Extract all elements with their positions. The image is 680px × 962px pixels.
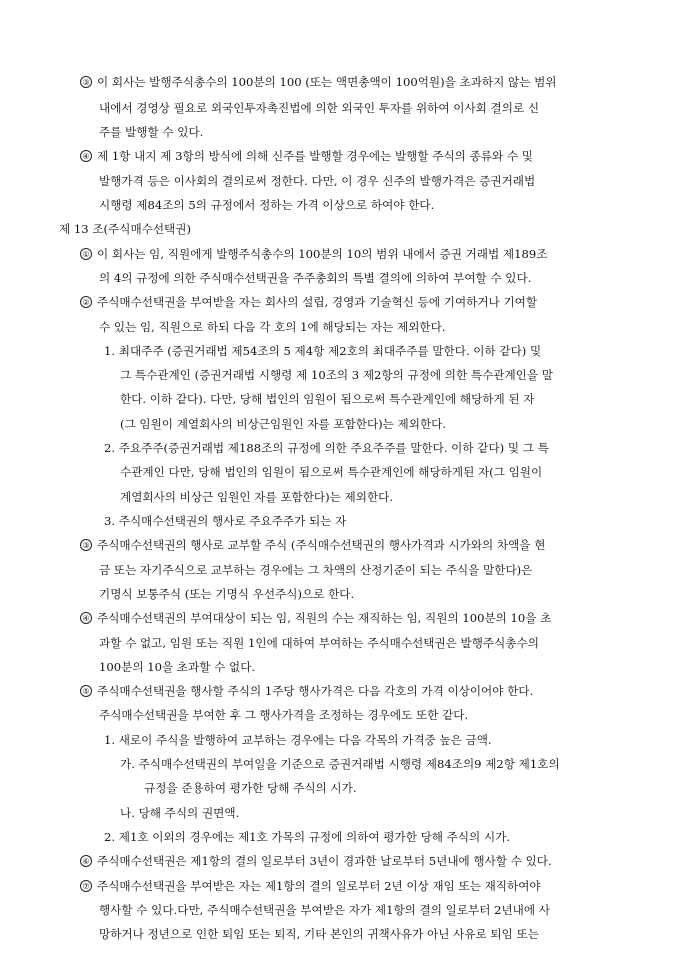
- circled-number: ②: [80, 296, 92, 308]
- text-line: ③ 이 회사는 발행주식총수의 100분의 100 (또는 액면총액이 100억원)을 초과하지 않는 범위: [80, 74, 556, 90]
- text-line: 주를 발행할 수 있다.: [99, 125, 204, 139]
- text-line: ⑥ 주식매수선택권은 제1항의 결의 일로부터 3년이 경과한 날로부터 5년내에 행사할 수 있다.: [80, 853, 552, 869]
- text-line: (그 임원이 계열회사의 비상근임원인 자를 포함한다)는 제외한다.: [120, 417, 447, 431]
- circled-number: ③: [80, 76, 92, 88]
- text-line: ① 이 회사는 임, 직원에게 발행주식총수의 100분의 10의 범위 내에서 증권 거래법 제189조: [80, 246, 547, 262]
- text-line: 기명식 보통주식 (또는 기명식 우선주식)으로 한다.: [99, 587, 355, 601]
- text-line: 행사할 수 있다.다만, 주식매수선택권을 부여받은 자가 제1항의 결의 일로부터 2년내에 사: [99, 903, 550, 917]
- text-line: 내에서 경영상 필요로 외국인투자촉진법에 의한 외국인 투자를 위하여 이사회 결의로 신: [99, 101, 540, 115]
- text-line: 3. 주식매수선택권의 행사로 주요주주가 되는 자: [104, 514, 347, 528]
- text-line: 시행령 제84조의 5의 규정에서 정하는 가격 이상으로 하여야 한다.: [99, 198, 435, 212]
- text-line: ② 주식매수선택권을 부여받을 자는 회사의 설립, 경영과 기술혁신 등에 기여하거나 기여할: [80, 294, 537, 310]
- text-line: ⑦ 주식매수선택권을 부여받은 자는 제1항의 결의 일로부터 2년 이상 재임 또는 재직하여야: [80, 878, 541, 894]
- text-line: 망하거나 정년으로 인한 퇴임 또는 퇴직, 기타 본인의 귀책사유가 아닌 사유로 퇴임 또는: [99, 927, 539, 941]
- text-line: 2. 주요주주(증권거래법 제188조의 규정에 의한 주요주주를 말한다. 이하 같다) 및 그 특: [104, 441, 549, 455]
- text-line: 의 4의 규정에 의한 주식매수선택권을 주주총회의 특별 결의에 의하여 부여할 수 있다.: [99, 271, 532, 285]
- text-line: 수관계인 다만, 당해 법인의 임원이 됨으로써 특수관계인에 해당하게된 자(그 임원이: [120, 465, 543, 479]
- text-line: 1. 최대주주 (증권거래법 제54조의 5 제4항 제2호의 최대주주를 말한다. 이하 같다) 및: [104, 344, 542, 358]
- circled-number: ③: [80, 539, 92, 551]
- text-line: 규정을 준용하여 평가한 당해 주식의 시가.: [144, 781, 357, 795]
- circled-number: ⑤: [80, 685, 92, 697]
- circled-number: ④: [80, 612, 92, 624]
- text-line: ④ 제 1항 내지 제 3항의 방식에 의해 신주를 발행할 경우에는 발행할 주식의 종류와 수 및: [80, 148, 533, 164]
- text-line: 100분의 10을 초과할 수 없다.: [99, 660, 256, 674]
- circled-number: ⑥: [80, 855, 92, 867]
- text-line: 가. 주식매수선택권의 부여일을 기준으로 증권거래법 시행령 제84조의9 제2항 제1호의: [120, 757, 560, 771]
- text-line: 1. 새로이 주식을 발행하여 교부하는 경우에는 다음 각목의 가격중 높은 금액.: [104, 733, 492, 747]
- text-line: 발행가격 등은 이사회의 결의로써 정한다. 다만, 이 경우 신주의 발행가격은 증권거래법: [99, 174, 536, 188]
- text-line: 2. 제1호 이외의 경우에는 제1호 가목의 규정에 의하여 평가한 당해 주식의 시가.: [104, 830, 511, 844]
- text-line: ⑤ 주식매수선택권을 행사할 주식의 1주당 행사가격은 다음 각호의 가격 이상이어야 한다.: [80, 683, 533, 699]
- circled-number: ⑦: [80, 880, 92, 892]
- text-line: 금 또는 자기주식으로 교부하는 경우에는 그 차액의 산정기준이 되는 주식을 말한다)은: [99, 563, 533, 577]
- text-line: ④ 주식매수선택권의 부여대상이 되는 임, 직원의 수는 재직하는 임, 직원의 100분의 10을 초: [80, 610, 551, 626]
- text-line: 한다. 이하 같다). 다만, 당해 법인의 임원이 됨으로써 특수관계인에 해당하게 된 자: [120, 392, 535, 406]
- text-line: 그 특수관계인 (증권거래법 시행령 제 10조의 3 제2항의 규정에 의한 특수관계인을 말: [120, 368, 553, 382]
- text-line: 주식매수선택권을 부여한 후 그 행사가격을 조정하는 경우에도 또한 같다.: [99, 708, 469, 722]
- text-line: 계열회사의 비상근 임원인 자를 포함한다)는 제외한다.: [120, 490, 394, 504]
- circled-number: ①: [80, 248, 92, 260]
- text-line: 나. 당해 주식의 권면액.: [120, 806, 240, 820]
- text-line: ③ 주식매수선택권의 행사로 교부할 주식 (주식매수선택권의 행사가격과 시가와의 차액을 현: [80, 537, 545, 553]
- text-line: 과할 수 없고, 임원 또는 직원 1인에 대하여 부여하는 주식매수선택권은 발행주식총수의: [99, 636, 539, 650]
- text-line: 수 있는 임, 직원으로 하되 다음 각 호의 1에 해당되는 자는 제외한다.: [99, 320, 446, 334]
- article-title: 제 13 조(주식매수선택권): [59, 222, 191, 236]
- circled-number: ④: [80, 150, 92, 162]
